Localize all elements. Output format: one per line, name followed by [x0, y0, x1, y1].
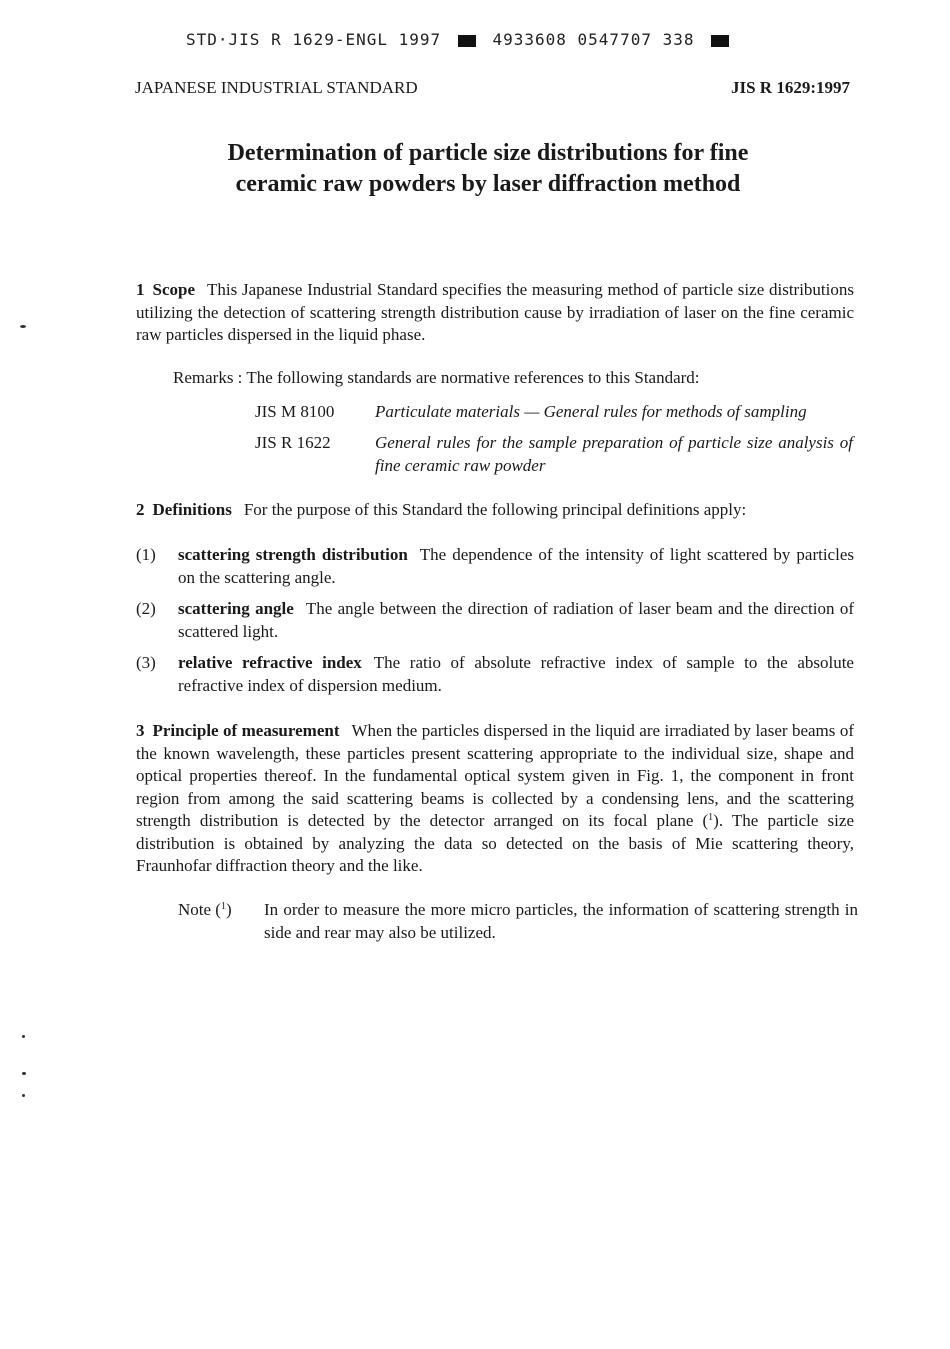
stamp-middle: 4933608 0547707 338: [492, 30, 695, 49]
definition-term: relative refractive index: [178, 653, 362, 672]
remarks: Remarks : The following standards are normative references to this Standard:: [173, 368, 700, 387]
title-line-1: Determination of particle size distributions for fine: [227, 140, 749, 166]
footnote-text: In order to measure the more micro particles, the information of scattering strength in side and rear may also be utilized.: [264, 900, 858, 942]
definition-number: (3): [136, 653, 156, 672]
stamp-block: [711, 35, 729, 47]
definition-number: (1): [136, 545, 156, 564]
header-left: JAPANESE INDUSTRIAL STANDARD: [135, 78, 418, 97]
section-title: Scope: [152, 280, 195, 299]
section-text: When the particles dispersed in the liquid are irradiated by laser beams of the known wavelength, these particles present scattering appropriate to the individual size, shape and optical properties thereof. In the fundamental optical system given in Fig. 1, the component in front region from among the said scattering beams is collected by a condensing lens, and the scattering strength distribution is detected by the detector arranged on its focal plane (: [136, 721, 854, 830]
section-text: For the purpose of this Standard the following principal definitions apply:: [243, 500, 747, 519]
scan-speck: [22, 1035, 25, 1038]
page-title: [100, 138, 876, 200]
footnote-ref: 1: [708, 812, 714, 823]
title-line-2: ceramic raw powders by laser diffraction method: [235, 171, 741, 197]
definition-text: The dependence of the intensity of light scattered by particles on the scattering angle.: [178, 545, 854, 587]
reference-title: General rules for the sample preparation of particle size analysis of fine ceramic raw powder: [375, 433, 853, 475]
stamp-block: [458, 35, 476, 47]
scan-speck: [22, 1094, 25, 1097]
section-number: 2: [136, 500, 145, 519]
section-text-cont: ). The particle size distribution is obtained by analyzing the data so detected on the basis of Mie scattering theory, Fraunhofar diffraction theory and the like.: [136, 811, 854, 875]
definition-term: scattering strength distribution: [178, 545, 408, 564]
section-principle: [136, 720, 854, 878]
document-stamp: [186, 30, 735, 49]
section-title: Definitions: [152, 500, 232, 519]
section-title: Principle of measurement: [152, 721, 340, 740]
definition-term: scattering angle: [178, 599, 294, 618]
definition-text: The angle between the direction of radiation of laser beam and the direction of scattered light.: [178, 599, 854, 641]
section-scope: [136, 279, 854, 347]
reference-code: JIS M 8100: [255, 402, 335, 421]
definition-number: (2): [136, 599, 156, 618]
section-number: 3: [136, 721, 145, 740]
stamp-left: STD·JIS R 1629-ENGL 1997: [186, 30, 442, 49]
scan-speck: [22, 1072, 26, 1075]
footnote-label: Note ($^1$): [178, 900, 232, 919]
scan-speck: [20, 325, 26, 328]
header-right: JIS R 1629:1997: [730, 78, 850, 97]
reference-code: JIS R 1622: [255, 433, 331, 452]
section-definitions: [136, 499, 854, 522]
section-text: This Japanese Industrial Standard specifies the measuring method of particle size distributions utilizing the detection of scattering strength distribution cause by irradiation of laser on the fine ceramic raw particles dispersed in the liquid phase.: [136, 280, 854, 344]
section-number: 1: [136, 280, 145, 299]
reference-title: Particulate materials — General rules for methods of sampling: [375, 402, 807, 421]
definition-text: The ratio of absolute refractive index of sample to the absolute refractive index of dispersion medium.: [178, 653, 854, 695]
